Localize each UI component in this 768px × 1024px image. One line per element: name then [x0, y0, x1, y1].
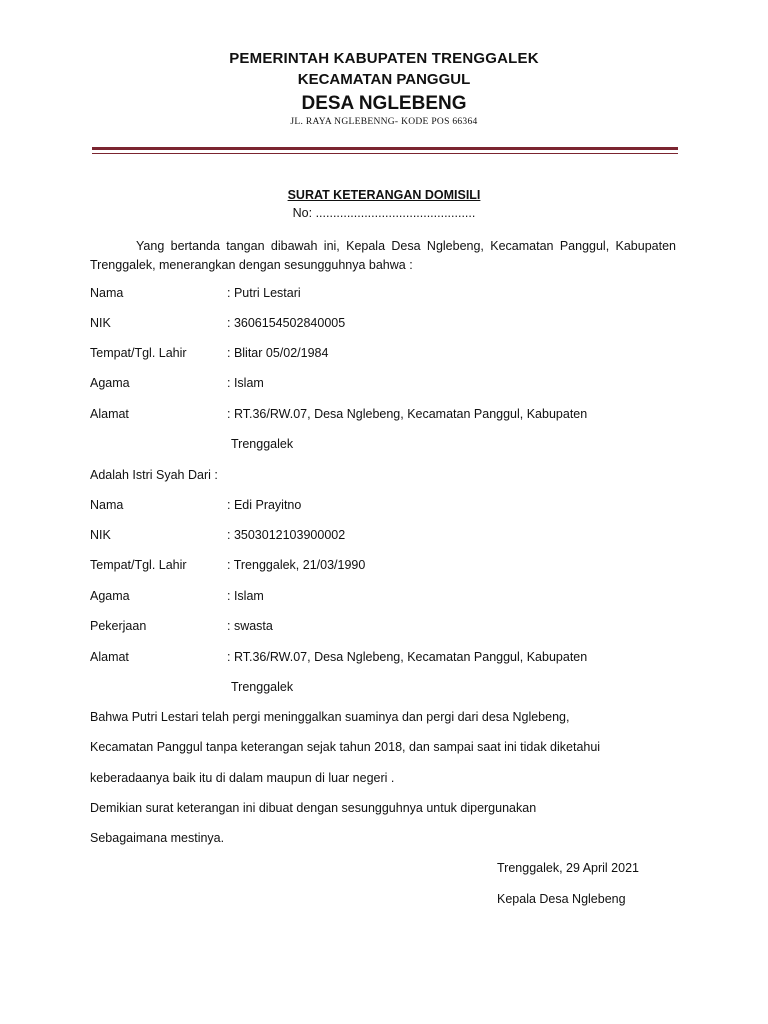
header-address: JL. RAYA NGLEBENNG- KODE POS 66364	[290, 117, 478, 127]
letter-title: SURAT KETERANGAN DOMISILI	[287, 188, 481, 202]
field-label: Pekerjaan	[90, 619, 147, 633]
header-rule-thin	[92, 153, 678, 154]
field-value: : swasta	[227, 619, 273, 633]
relation-statement: Adalah Istri Syah Dari :	[90, 468, 218, 482]
field-label: Agama	[90, 376, 130, 390]
person1-nik-row	[90, 316, 690, 334]
closing-line: Sebagaimana mestinya.	[90, 831, 225, 845]
person2-pekerjaan-row	[90, 619, 690, 637]
field-label: Tempat/Tgl. Lahir	[90, 346, 187, 360]
letter-number: No: ..............................................	[292, 206, 476, 220]
person2-nik-row	[90, 528, 690, 546]
field-label: Alamat	[90, 407, 129, 421]
statement-line: Kecamatan Panggul tanpa keterangan sejak tahun 2018, dan sampai saat ini tidak diketahui	[90, 740, 601, 754]
person1-alamat-continued: Trenggalek	[231, 437, 294, 451]
closing-line: Demikian surat keterangan ini dibuat dengan sesungguhnya untuk dipergunakan	[90, 801, 537, 815]
person1-ttl-row	[90, 346, 690, 364]
field-label: Nama	[90, 498, 124, 512]
header-rule-thick	[92, 147, 678, 150]
intro-text: Yang bertanda tangan dibawah ini, Kepala Desa Nglebeng, Kecamatan Panggul, Kabupaten Trenggalek, menerangkan dengan sesungguhnya bahwa :	[90, 239, 676, 272]
field-label: NIK	[90, 316, 111, 330]
person2-agama-row	[90, 589, 690, 607]
field-value: : Blitar 05/02/1984	[227, 346, 329, 360]
field-value: : Islam	[227, 589, 264, 603]
field-label: Nama	[90, 286, 124, 300]
field-value: : Edi Prayitno	[227, 498, 302, 512]
field-value: : Islam	[227, 376, 264, 390]
field-value: : Trenggalek, 21/03/1990	[227, 558, 366, 572]
person2-alamat-row	[90, 650, 690, 668]
signature-place-date: Trenggalek, 29 April 2021	[497, 861, 639, 875]
statement-line: keberadaanya baik itu di dalam maupun di luar negeri .	[90, 771, 395, 785]
person2-nama-row	[90, 498, 690, 516]
field-label: Tempat/Tgl. Lahir	[90, 558, 187, 572]
field-label: Alamat	[90, 650, 129, 664]
person1-nama-row	[90, 286, 690, 304]
statement-line: Bahwa Putri Lestari telah pergi meninggalkan suaminya dan pergi dari desa Nglebeng,	[90, 710, 570, 724]
header-government: PEMERINTAH KABUPATEN TRENGGALEK	[229, 50, 539, 67]
header-district: KECAMATAN PANGGUL	[297, 71, 471, 88]
signature-position: Kepala Desa Nglebeng	[497, 892, 626, 906]
field-value: : RT.36/RW.07, Desa Nglebeng, Kecamatan Panggul, Kabupaten	[227, 407, 588, 421]
field-label: Agama	[90, 589, 130, 603]
header-village: DESA NGLEBENG	[301, 93, 467, 114]
person1-agama-row	[90, 376, 690, 394]
field-value: : RT.36/RW.07, Desa Nglebeng, Kecamatan Panggul, Kabupaten	[227, 650, 588, 664]
field-label: NIK	[90, 528, 111, 542]
intro-paragraph	[90, 237, 676, 275]
person2-ttl-row	[90, 558, 690, 576]
person2-alamat-continued: Trenggalek	[231, 680, 294, 694]
person1-alamat-row	[90, 407, 690, 425]
field-value: : 3606154502840005	[227, 316, 346, 330]
field-value: : Putri Lestari	[227, 286, 301, 300]
field-value: : 3503012103900002	[227, 528, 346, 542]
